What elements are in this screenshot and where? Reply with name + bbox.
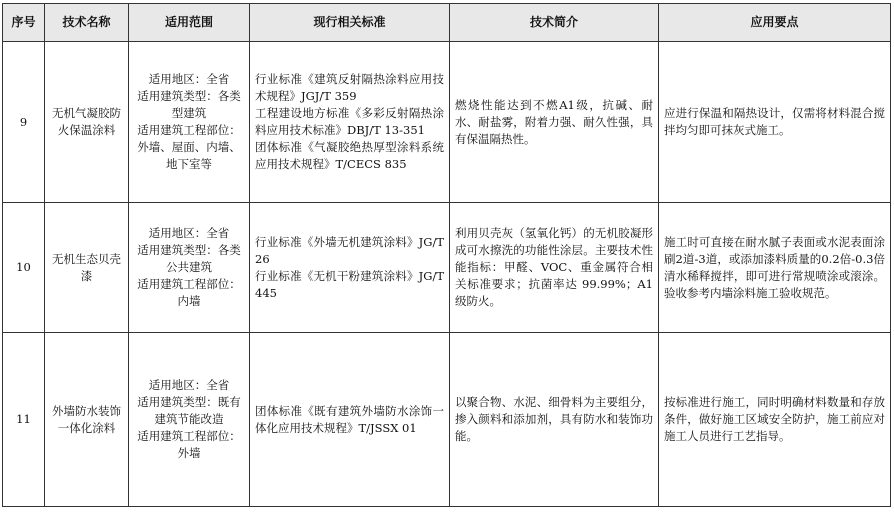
application-points: 按标准进行施工，同时明确材料数量和存放条件，做好施工区域安全防护，施工前应对施工人员进行工艺指导。 xyxy=(659,333,891,507)
header-key-points: 应用要点 xyxy=(659,4,891,42)
scope-line: 适用建筑工程部位：外墙 xyxy=(137,429,241,460)
technology-table xyxy=(2,3,891,507)
standard-item: 行业标准《建筑反射隔热涂料应用技术规程》JGJ/T 359 xyxy=(255,72,444,103)
scope-line: 适用建筑工程部位：内墙 xyxy=(137,277,241,308)
standard-item: 行业标准《外墙无机建筑涂料》JG/T 26 xyxy=(255,234,444,266)
tech-intro: 燃烧性能达到不燃A1级，抗碱、耐水、耐盐雾，附着力强、耐久性强，具有保温隔热性。 xyxy=(450,42,659,203)
header-no: 序号 xyxy=(3,4,45,42)
scope-line: 适用建筑工程部位：外墙、屋面、内墙、地下室等 xyxy=(137,123,241,171)
application-points: 应进行保温和隔热设计，仅需将材料混合搅拌均匀即可抹灰式施工。 xyxy=(659,42,891,203)
row-number: 10 xyxy=(3,203,45,333)
technology-name: 外墙防水装饰一体化涂料 xyxy=(45,333,129,507)
standards-cell xyxy=(250,42,450,203)
scope-cell xyxy=(129,42,250,203)
standard-item: 团体标准《气凝胶绝热厚型涂料系统应用技术规程》T/CECS 835 xyxy=(255,140,444,171)
technology-name: 无机生态贝壳漆 xyxy=(45,203,129,333)
row-number: 11 xyxy=(3,333,45,507)
table-row xyxy=(3,42,891,203)
scope-line: 适用地区：全省 xyxy=(148,226,230,240)
scope-cell xyxy=(129,333,250,507)
header-intro: 技术简介 xyxy=(450,4,659,42)
table-row xyxy=(3,203,891,333)
standard-item: 行业标准《无机干粉建筑涂料》JG/T 445 xyxy=(255,268,444,300)
header-name: 技术名称 xyxy=(45,4,129,42)
scope-line: 适用地区：全省 xyxy=(148,378,230,392)
scope-line: 适用建筑类型：各类型建筑 xyxy=(137,89,241,120)
table-row xyxy=(3,333,891,507)
header-standards: 现行相关标准 xyxy=(250,4,450,42)
standards-cell xyxy=(250,333,450,507)
scope-cell xyxy=(129,203,250,333)
header-scope: 适用范围 xyxy=(129,4,250,42)
tech-intro: 以聚合物、水泥、细骨料为主要组分，掺入颜料和添加剂，具有防水和装饰功能。 xyxy=(450,333,659,507)
scope-line: 适用建筑类型：各类公共建筑 xyxy=(137,243,241,274)
header-row xyxy=(3,4,891,42)
scope-line: 适用建筑类型：既有建筑节能改造 xyxy=(137,395,241,426)
standard-item: 团体标准《既有建筑外墙防水涂饰一体化应用技术规程》T/JSSX 01 xyxy=(255,403,444,435)
standards-cell xyxy=(250,203,450,333)
row-number: 9 xyxy=(3,42,45,203)
standard-item: 工程建设地方标准《多彩反射隔热涂料应用技术标准》DBJ/T 13-351 xyxy=(255,106,444,137)
scope-line: 适用地区：全省 xyxy=(148,72,230,86)
tech-intro: 利用贝壳灰（氢氧化钙）的无机胶凝形成可水擦洗的功能性涂层。主要技术性能指标：甲醛、VOC、重金属符合相关标准要求；抗菌率达 99.99%；A1级防火。 xyxy=(450,203,659,333)
technology-name: 无机气凝胶防火保温涂料 xyxy=(45,42,129,203)
application-points: 施工时可直接在耐水腻子表面或水泥表面涂刷2道-3道，或添加漆料质量的0.2倍-0.3倍清水稀释搅拌，即可进行常规喷涂或滚涂。验收参考内墙涂料施工验收规范。 xyxy=(659,203,891,333)
